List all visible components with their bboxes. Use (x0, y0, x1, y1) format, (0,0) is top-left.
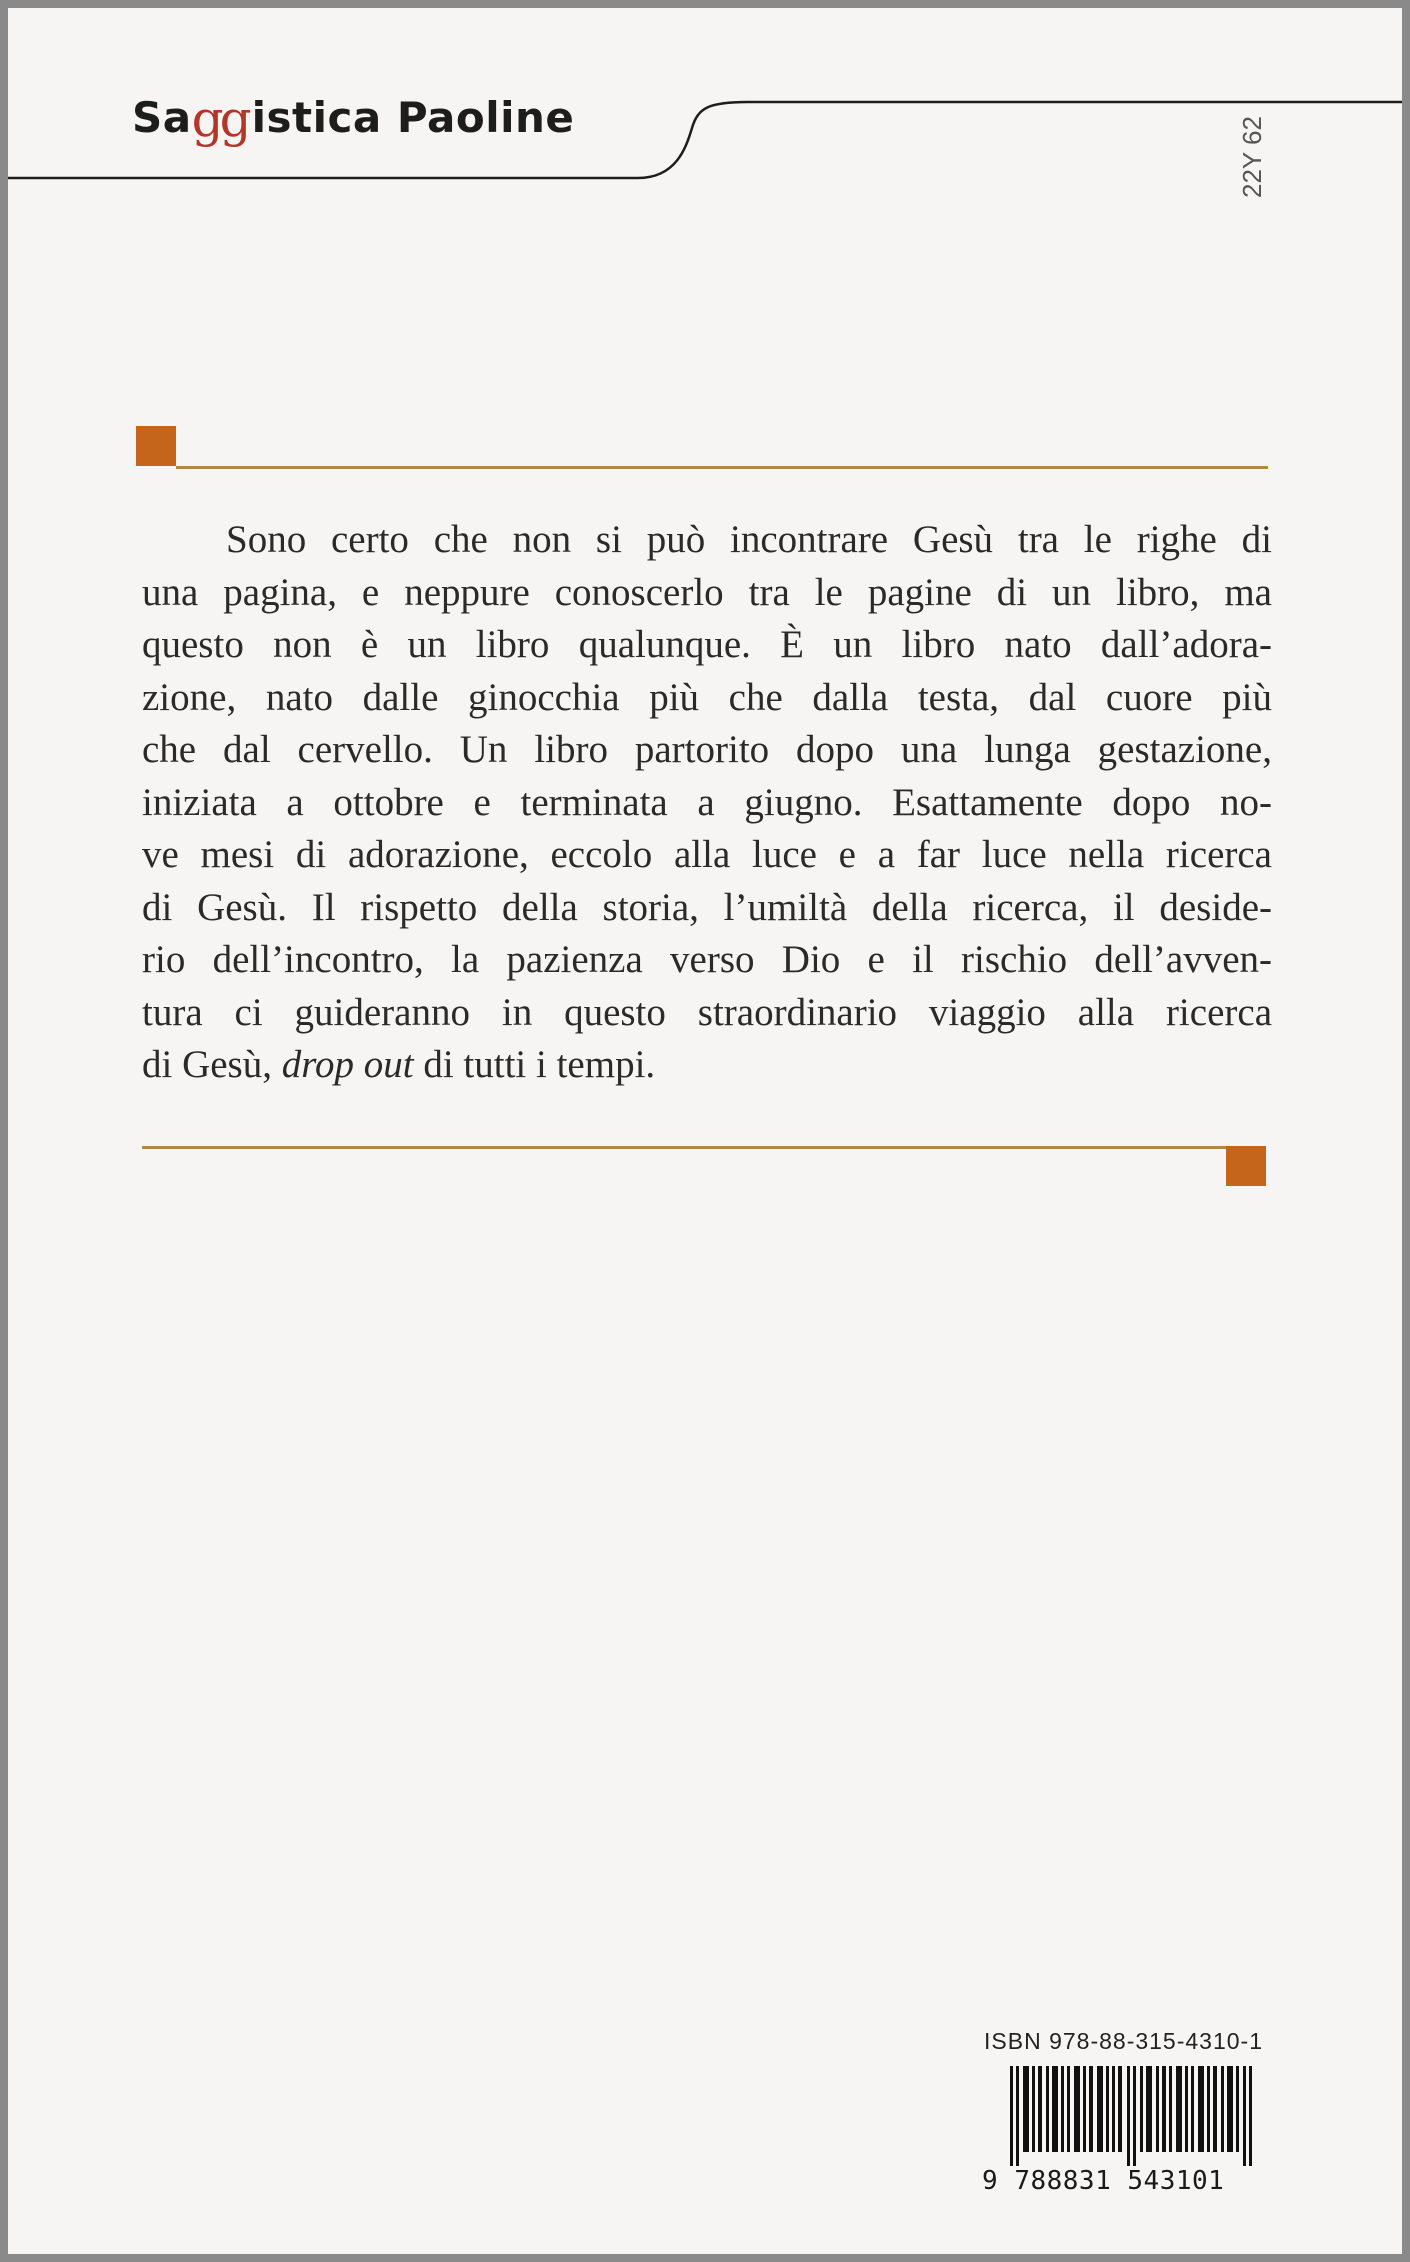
blurb-line: di Gesù. Il rispetto della storia, l’umiltà della ricerca, il deside- (142, 885, 1272, 929)
publisher-logo (132, 86, 575, 148)
accent-square-bottom (1226, 1146, 1266, 1186)
blurb-line: iniziata a ottobre e terminata a giugno. Esattamente dopo no- (142, 780, 1272, 824)
divider-rule-top (176, 466, 1268, 469)
publisher-name-accent: gg (191, 90, 248, 148)
barcode-digit-lead: 9 (982, 2166, 999, 2196)
blurb-line: questo non è un libro qualunque. È un libro nato dall’adora- (142, 623, 1272, 666)
accent-square-top (136, 426, 176, 466)
blurb-line: zione, nato dalle ginocchia più che dalla testa, dal cuore più (142, 675, 1272, 719)
catalog-code: 22Y 62 (1237, 116, 1267, 198)
divider-rule-bottom (142, 1146, 1234, 1149)
blurb-line: ve mesi di adorazione, eccolo alla luce e a far luce nella ricerca (142, 833, 1272, 876)
barcode-digit-group: 788831 (1014, 2166, 1112, 2196)
blurb-line: una pagina, e neppure conoscerlo tra le pagine di un libro, ma (142, 570, 1272, 614)
book-back-cover (8, 8, 1402, 2254)
blurb-line: Sono certo che non si può incontrare Gesù tra le righe di (226, 518, 1272, 561)
barcode-icon (1010, 2066, 1260, 2166)
isbn-barcode-block (976, 2028, 1276, 2208)
blurb-last-line (142, 1039, 1272, 1092)
publisher-name-part: istica Paoline (251, 93, 575, 142)
blurb-line: rio dell’incontro, la pazienza verso Dio e il rischio dell’avven- (142, 938, 1272, 981)
blurb-text-run: di tutti i tempi. (413, 1043, 656, 1086)
blurb-text-run: di Gesù, (142, 1043, 282, 1086)
blurb-text (142, 514, 1272, 1092)
barcode-digit-group: 543101 (1127, 2166, 1225, 2196)
isbn-label: ISBN 978-88-315-4310-1 (984, 2028, 1263, 2054)
barcode-digits (982, 2166, 1224, 2196)
blurb-line: tura ci guideranno in questo straordinario viaggio alla ricerca (142, 990, 1272, 1034)
blurb-italic-phrase: drop out (281, 1043, 414, 1086)
publisher-name-part: Sa (132, 93, 192, 142)
blurb-line: che dal cervello. Un libro partorito dopo una lunga gestazione, (142, 728, 1272, 771)
